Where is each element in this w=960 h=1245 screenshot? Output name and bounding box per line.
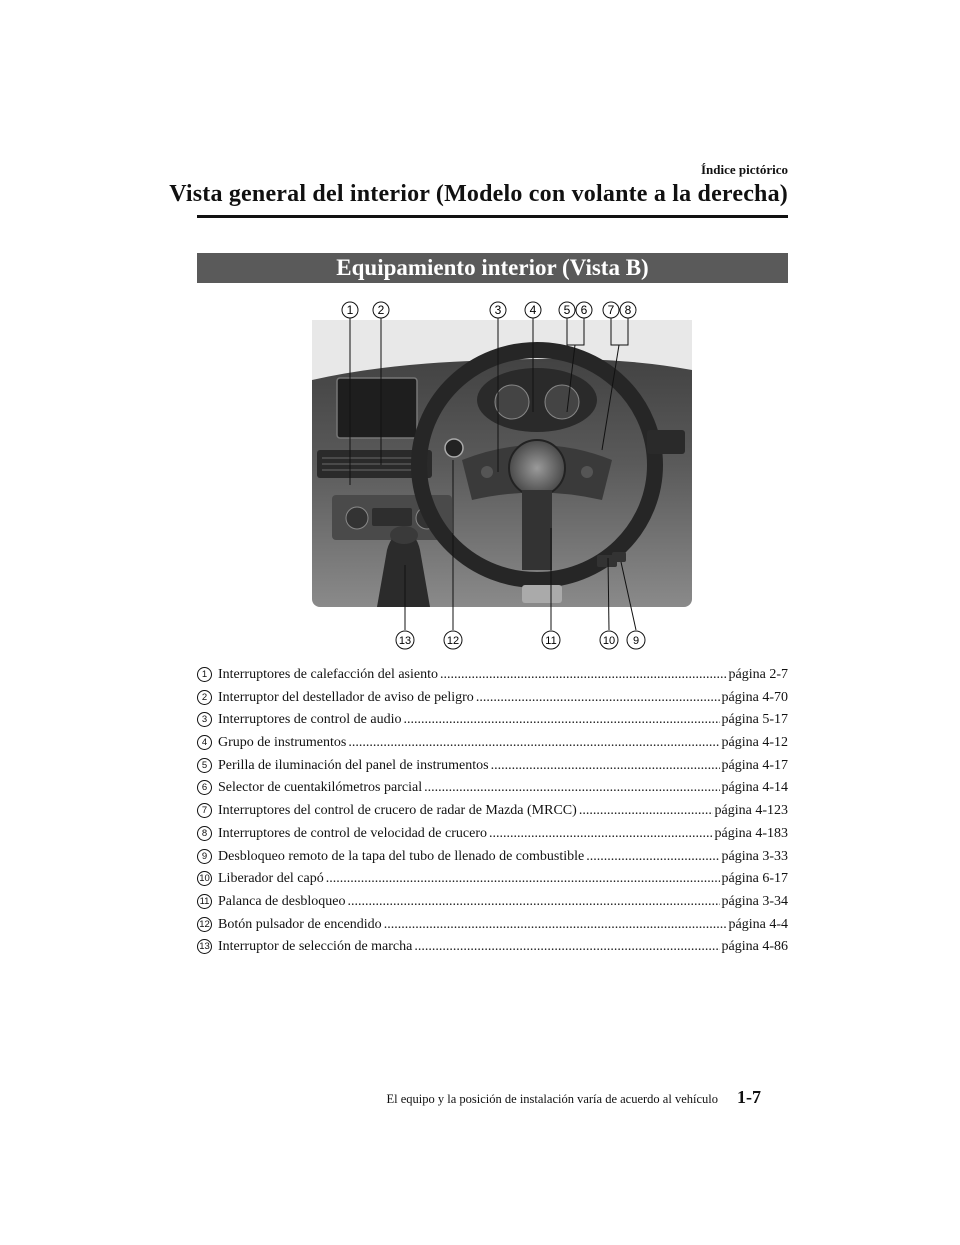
leader-dots — [424, 780, 719, 796]
item-number: 13 — [197, 939, 212, 954]
leader-dots — [440, 667, 727, 683]
callout-1 — [342, 302, 358, 318]
callout-3 — [490, 302, 506, 318]
svg-text:8: 8 — [624, 303, 632, 317]
callout-11 — [542, 631, 560, 649]
legend-item — [197, 871, 788, 894]
item-label: Botón pulsador de encendido — [218, 916, 382, 932]
start-button — [445, 439, 463, 457]
item-number: 4 — [197, 735, 212, 750]
item-label: Palanca de desbloqueo — [218, 893, 346, 909]
legend-item — [197, 758, 788, 781]
svg-text:12: 12 — [446, 635, 460, 647]
item-number: 10 — [197, 871, 212, 886]
legend-item — [197, 826, 788, 849]
item-label: Perilla de iluminación del panel de instrumentos — [218, 757, 489, 773]
legend-item — [197, 712, 788, 735]
item-number: 3 — [197, 712, 212, 727]
item-label: Grupo de instrumentos — [218, 735, 347, 751]
callouts-bottom — [396, 631, 645, 649]
callouts-top — [342, 302, 636, 318]
page-title: Vista general del interior (Modelo con volante a la derecha) — [169, 181, 788, 207]
item-label: Selector de cuentakilómetros parcial — [218, 780, 423, 796]
svg-text:4: 4 — [529, 303, 537, 317]
legend-list — [197, 667, 788, 962]
dashboard-illustration — [312, 300, 692, 655]
callout-8 — [620, 302, 636, 318]
section-label: Índice pictórico — [700, 162, 788, 177]
item-page-link[interactable]: página 4-183 — [714, 825, 788, 841]
legend-item — [197, 803, 788, 826]
item-page-link[interactable]: página 6-17 — [721, 871, 788, 887]
leader-dots — [414, 939, 719, 955]
leader-dots — [586, 849, 719, 865]
leader-dots — [348, 735, 719, 751]
legend-item — [197, 939, 788, 962]
item-page-link[interactable]: página 5-17 — [721, 712, 788, 728]
callout-4 — [525, 302, 541, 318]
leader-dots — [404, 712, 720, 728]
item-label: Liberador del capó — [218, 871, 324, 887]
legend-item — [197, 690, 788, 713]
callout-13 — [396, 631, 414, 649]
svg-text:5: 5 — [563, 303, 571, 317]
svg-text:1: 1 — [346, 303, 354, 317]
legend-item — [197, 780, 788, 803]
item-label: Interruptor de selección de marcha — [218, 939, 413, 955]
callout-12 — [444, 631, 462, 649]
item-number: 1 — [197, 667, 212, 682]
item-label: Desbloqueo remoto de la tapa del tubo de llenado de combustible — [218, 848, 585, 864]
legend-item — [197, 917, 788, 940]
leader-dots — [384, 917, 727, 933]
callout-7 — [603, 302, 619, 318]
page-number: 1-7 — [737, 1087, 761, 1107]
item-label: Interruptores del control de crucero de radar de Mazda (MRCC) — [218, 803, 577, 819]
svg-text:9: 9 — [632, 635, 640, 647]
item-number: 9 — [197, 849, 212, 864]
item-page-link[interactable]: página 4-86 — [721, 939, 788, 955]
svg-text:10: 10 — [602, 635, 616, 647]
svg-text:3: 3 — [494, 303, 502, 317]
item-page-link[interactable]: página 4-123 — [714, 803, 788, 819]
footer-note: El equipo y la posición de instalación varía de acuerdo al vehículo — [386, 1092, 718, 1106]
leader-dots — [326, 871, 720, 887]
legend-item — [197, 735, 788, 758]
item-label: Interruptor del destellador de aviso de peligro — [218, 689, 474, 705]
center-display — [337, 378, 417, 438]
svg-text:7: 7 — [607, 303, 615, 317]
callout-9 — [627, 631, 645, 649]
leader-dots — [491, 758, 720, 774]
svg-text:6: 6 — [580, 303, 588, 317]
item-page-link[interactable]: página 4-4 — [728, 916, 788, 932]
item-number: 7 — [197, 803, 212, 818]
legend-item — [197, 667, 788, 690]
interior-figure — [312, 300, 692, 655]
item-page-link[interactable]: página 3-33 — [721, 848, 788, 864]
callout-6 — [576, 302, 592, 318]
item-page-link[interactable]: página 4-12 — [721, 735, 788, 751]
legend-item — [197, 849, 788, 872]
item-number: 8 — [197, 826, 212, 841]
item-number: 6 — [197, 780, 212, 795]
leader-dots — [348, 894, 720, 910]
svg-text:2: 2 — [377, 303, 385, 317]
item-label: Interruptores de control de velocidad de crucero — [218, 825, 487, 841]
item-number: 2 — [197, 690, 212, 705]
item-number: 5 — [197, 758, 212, 773]
leader-dots — [489, 826, 713, 842]
item-page-link[interactable]: página 3-34 — [721, 893, 788, 909]
item-page-link[interactable]: página 4-70 — [721, 689, 788, 705]
item-page-link[interactable]: página 2-7 — [728, 667, 788, 682]
item-page-link[interactable]: página 4-14 — [721, 780, 788, 796]
item-number: 11 — [197, 894, 212, 909]
callout-2 — [373, 302, 389, 318]
title-rule — [197, 215, 788, 218]
item-page-link[interactable]: página 4-17 — [721, 757, 788, 773]
section-banner: Equipamiento interior (Vista B) — [197, 253, 788, 283]
leader-dots — [579, 803, 713, 819]
svg-text:13: 13 — [398, 635, 412, 647]
svg-text:11: 11 — [545, 635, 557, 647]
item-number: 12 — [197, 917, 212, 932]
item-label: Interruptores de calefacción del asiento — [218, 667, 439, 682]
callout-10 — [600, 631, 618, 649]
legend-item — [197, 894, 788, 917]
callout-5 — [559, 302, 575, 318]
leader-dots — [476, 690, 720, 706]
item-label: Interruptores de control de audio — [218, 712, 402, 728]
